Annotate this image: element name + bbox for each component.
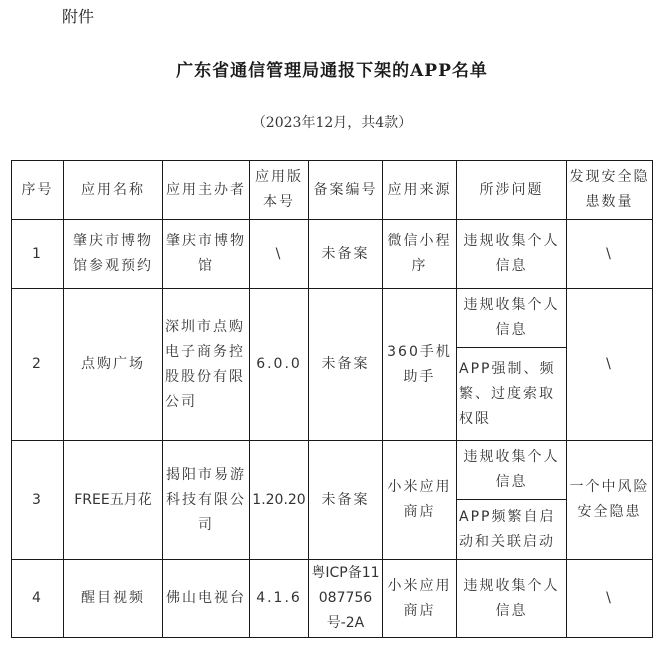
cell-index: 4 [12,560,64,638]
cell-icp: 粤ICP备11087756号-2A [309,560,383,638]
cell-icp: 未备案 [309,289,383,441]
cell-index: 1 [12,220,64,289]
table-row [12,560,653,638]
header-source: 应用来源 [383,161,457,220]
header-app-name: 应用名称 [64,161,163,220]
document-title: 广东省通信管理局通报下架的APP名单 [176,61,488,81]
cell-icp: 未备案 [309,220,383,289]
cell-app-name: 醒目视频 [64,560,163,638]
cell-index: 3 [12,441,64,560]
cell-version: 1.20.20 [250,441,309,560]
cell-risk-count: \ [567,289,653,441]
cell-publisher: 肇庆市博物馆 [163,220,250,289]
cell-risk-count: \ [567,560,653,638]
header-index: 序号 [12,161,64,220]
app-list-table [11,160,653,638]
header-issues: 所涉问题 [457,161,567,220]
cell-icp: 未备案 [309,441,383,560]
cell-risk-count: 一个中风险安全隐患 [567,441,653,560]
table-row [12,220,653,289]
cell-source: 小米应用商店 [383,560,457,638]
table-row [12,289,653,348]
cell-app-name: 肇庆市博物馆参观预约 [64,220,163,289]
cell-version: 6.0.0 [250,289,309,441]
cell-source: 360手机助手 [383,289,457,441]
cell-issue: 违规收集个人信息 [457,560,567,638]
cell-app-name: FREE五月花 [64,441,163,560]
cell-source: 小米应用商店 [383,441,457,560]
cell-risk-count: \ [567,220,653,289]
cell-app-name: 点购广场 [64,289,163,441]
cell-version: \ [250,220,309,289]
cell-index: 2 [12,289,64,441]
attachment-label: 附件 [62,7,95,26]
cell-issue: APP强制、频繁、过度索取权限 [457,348,567,441]
header-risk-count: 发现安全隐患数量 [567,161,653,220]
cell-publisher: 佛山电视台 [163,560,250,638]
cell-issue: APP频繁自启动和关联启动 [457,500,567,560]
header-icp: 备案编号 [309,161,383,220]
table-header-row [12,161,653,220]
table-row [12,441,653,500]
document-subtitle: （2023年12月，共4款） [251,115,413,131]
header-version: 应用版本号 [250,161,309,220]
cell-issue: 违规收集个人信息 [457,220,567,289]
cell-source: 微信小程序 [383,220,457,289]
header-publisher: 应用主办者 [163,161,250,220]
cell-issue: 违规收集个人信息 [457,289,567,348]
cell-version: 4.1.6 [250,560,309,638]
cell-publisher: 揭阳市易游科技有限公司 [163,441,250,560]
cell-issue: 违规收集个人信息 [457,441,567,500]
cell-publisher: 深圳市点购电子商务控股股份有限公司 [163,289,250,441]
